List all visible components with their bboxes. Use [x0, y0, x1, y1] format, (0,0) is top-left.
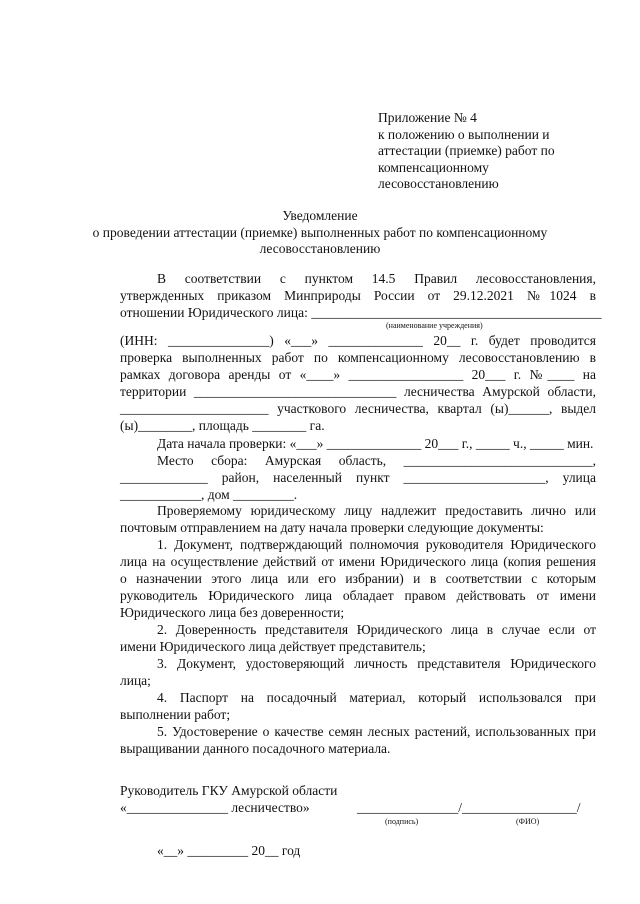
- document-title: Уведомление: [282, 208, 358, 223]
- body-line: В соответствии с пунктом 14.5 Правил лесовосстановления,: [157, 271, 596, 286]
- signature-caption: (подпись): [385, 817, 419, 826]
- signature-date: «__» _________ 20__ год: [157, 843, 301, 858]
- body-line: (ИНН: _______________) «___» ______________ 20__ г. будет проводится: [120, 333, 596, 348]
- meeting-place: Место сбора: Амурская область, ____________________________,: [157, 453, 596, 468]
- appendix-number: Приложение № 4: [378, 110, 477, 125]
- document-subtitle: лесовосстановлению: [259, 241, 381, 256]
- appendix-line: аттестации (приемке) работ по: [378, 143, 555, 158]
- appendix-header: [378, 110, 555, 193]
- body-line: ______________________ участкового лесничества, квартал (ы)______, выдел: [120, 401, 596, 416]
- meeting-place: _____________ район, населенный пункт _____________________, улица: [120, 470, 596, 485]
- appendix-line: лесовосстановлению: [378, 176, 499, 191]
- body-line: проверка выполненных работ по компенсационному лесовосстановлению в: [120, 350, 596, 365]
- list-item: 5. Удостоверение о качестве семян лесных растений, использованных при: [157, 724, 596, 739]
- org-name-caption: (наименование учреждения): [386, 321, 483, 330]
- forestry-name-field: «_______________ лесничество»: [120, 800, 310, 815]
- list-item: лица;: [120, 673, 151, 688]
- list-item: выполнении работ;: [120, 707, 231, 722]
- signatory-title: Руководитель ГКУ Амурской области: [120, 783, 338, 798]
- list-item: лица на осуществление действий от имени Юридического лица (копия решения: [120, 554, 596, 569]
- list-item: Юридического лица без доверенности;: [120, 605, 345, 620]
- body-line: отношении Юридического лица: ___________________________________________: [120, 305, 602, 320]
- body-line: утвержденных приказом Минприроды России от 29.12.2021 №1024 в: [120, 288, 596, 303]
- list-item: 1. Документ, подтверждающий полномочия руководителя Юридического: [157, 537, 596, 552]
- list-item: о назначении этого лица или его избрании) и в соответствии с которым: [120, 571, 596, 586]
- list-item: 2. Доверенность представителя Юридического лица в случае если от: [157, 622, 596, 637]
- list-item: руководитель Юридического лица обладает правом действовать от имени: [120, 588, 596, 603]
- signature-line: _______________/_________________/: [357, 800, 581, 815]
- appendix-line: к положению о выполнении и: [378, 126, 550, 142]
- list-item: 4. Паспорт на посадочный материал, который использовался при: [157, 690, 596, 705]
- list-item: выращивании данного посадочного материала.: [120, 741, 391, 756]
- body-line: (ы)________, площадь ________ га.: [120, 418, 325, 433]
- body-line: почтовым отправлением на дату начала проверки следующие документы:: [120, 520, 544, 535]
- body-line: рамках договора аренды от «____» _________________ 20___ г. №____ на: [120, 367, 596, 382]
- meeting-place: ____________, дом _________.: [120, 487, 298, 502]
- body-line: Проверяемому юридическому лицу надлежит предоставить лично или: [157, 503, 596, 518]
- document-subtitle: о проведении аттестации (приемке) выполненных работ по компенсационному: [92, 225, 548, 240]
- list-item: 3. Документ, удостоверяющий личность представителя Юридического: [157, 656, 596, 671]
- list-item: имени Юридического лица действует представитель;: [120, 639, 426, 654]
- fio-caption: (ФИО): [516, 817, 540, 826]
- appendix-line: компенсационному: [378, 159, 489, 175]
- inspection-start-date: Дата начала проверки: «___» ______________ 20___ г., _____ ч., _____ мин.: [157, 436, 594, 451]
- body-line: территории ______________________________ лесничества Амурской области,: [120, 384, 596, 399]
